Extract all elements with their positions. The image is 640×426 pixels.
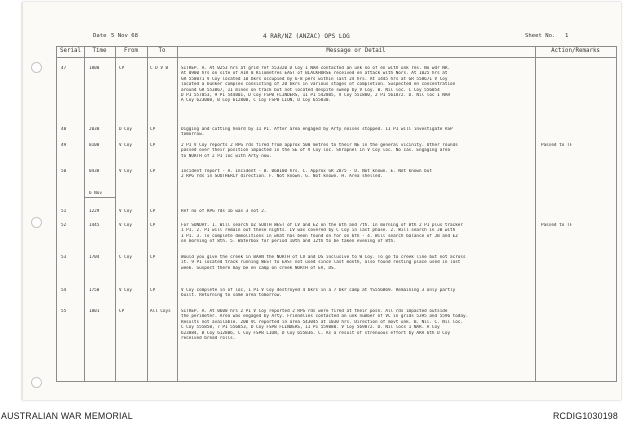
row-message-line: built. Returning to same area tomorrow. [181, 293, 282, 299]
row-from: CP [119, 66, 125, 71]
binder-hole [31, 217, 42, 228]
row-to: CP [150, 143, 156, 148]
row-from: D Coy [119, 127, 132, 132]
sheet-value: 1 [565, 33, 569, 39]
row-message-line: Digging and cutting heard by 11 P1. After area engaged by Arty noises stopped. 11 P1 will investigate ASP [181, 127, 453, 132]
row-from: V Coy [119, 169, 132, 174]
row-message-line: received bread rolls. [181, 336, 236, 341]
row-message-line: D P1 557053, 9 P1 544801, D Coy FSPB FLINDERS, 11 P1 542805, V Coy 551880, 2 P1 561872. D. Nil loc 1 NAR [181, 93, 451, 98]
row-time: 1750 [89, 288, 100, 293]
row-time: 1229 [89, 209, 100, 214]
row-serial: 53 [61, 255, 67, 260]
row-message-line: Incident report - A. Incident - B. 060100 hrs. C. Approx GR 2875 - D. Not known. E. Not known but [181, 169, 432, 174]
row-time: 1801 [89, 309, 100, 314]
row-serial: 49 [61, 143, 67, 148]
row-message-line: tomorrow. [181, 132, 205, 138]
row-time: 2030 [89, 127, 100, 132]
row-time: 0438 [89, 169, 100, 174]
row-message-line: 623884, B Coy 612806, C Coy FSPB LION, D Coy 655836. C. As a result of strenuous effort by ARA 6th D Coy [181, 330, 451, 336]
row-serial: 48 [61, 127, 67, 132]
row-message-line: For SUNDAY. 1. Will search OZ SOUTH WEST of LV and EZ on the 6th and 7th. In morning of 8th 2 P1 plus tracker [181, 223, 463, 228]
row-to: CP [150, 209, 156, 214]
col-header-to: To [158, 48, 166, 54]
row-from: V Coy [119, 209, 132, 214]
row-serial: 54 [61, 288, 67, 293]
col-header-serial: Serial [60, 48, 81, 54]
row-from: CP [119, 309, 125, 314]
row-serial: 52 [61, 223, 67, 228]
row-time: 6 Nov [89, 191, 102, 196]
row-time: 1800 [89, 66, 100, 71]
row-message-line: 1 P1. 2. P1 will remain out these nights. LV was covered by C Coy in last phase. 2. Will search in JB with [181, 228, 456, 234]
row-message-line: C Coy 555850, 7 P1 556853, D Coy FSPB FLINDERS, 11 P1 559880. V Coy 569872. D. Nil locs 1 NAR. A Coy [181, 325, 440, 331]
row-message-line: SITREP. A. At 0253 hrs at grid ref 553320 D Coy 1 NAR contacted an unk no of en with unk res. No wdr NR. [181, 66, 451, 71]
row-message-line: it. 9 P1 located track running WEST to EAST not used since last month, also found resting place used in last [181, 260, 461, 266]
row-serial: 50 [61, 169, 67, 174]
row-message-line: 2 RPG rds in SOUTHERLY direction. F. Not known. G. Not known. H. Area shelled. [181, 174, 383, 180]
row-message-line: 2 P1 V Coy reports 2 RPG rds fired from approx 500 metres to their NE in the general vicinity. Other rounds [181, 143, 458, 148]
row-message-line: A Coy 623080, B Coy 612800, C Coy FSPB LION, D Coy 655830. [181, 98, 332, 104]
binder-hole [31, 377, 42, 388]
row-to: CP [150, 288, 156, 293]
sheet-label: Sheet No. [525, 33, 556, 39]
binder-hole [31, 62, 42, 73]
row-serial: 55 [61, 309, 67, 314]
row-message-line: Results not available. 200 VC reported in area 543045 at 1030 hrs. Direction of movt unk. B. Nil. C. Nil loc. [181, 319, 463, 325]
row-to: CP [150, 255, 156, 260]
col-header-remarks: Action/Remarks [551, 48, 600, 54]
row-to: CP [150, 127, 156, 132]
row-time: 1704 [89, 255, 100, 260]
row-message-line: Would you give the creek in BAAN the NORTH of LV and DS inclusive to W Coy. To go to creek line but not across [181, 255, 466, 260]
row-to: CP [150, 169, 156, 174]
row-remarks: Passed to TF [541, 223, 573, 228]
row-to: C D V B [150, 66, 169, 71]
row-from: C Coy [119, 255, 132, 260]
row-from: V Coy [119, 288, 132, 293]
row-from: V Coy [119, 143, 132, 148]
row-serial: 51 [61, 209, 67, 214]
row-message-line: located a bunker complex consisting of 20 bkrs in various stages of completion. Suspected en concentration [181, 82, 456, 88]
row-time: 0100 [89, 143, 100, 148]
row-to: CP [150, 223, 156, 228]
row-to: All Coys [150, 309, 171, 314]
row-message-line: 1 P1. 3. To complete demolitions in what has been found on for on 6th - 4. Will search balance of JB and EZ [181, 233, 458, 239]
row-message-line: V Coy complete in of loc, 1 P1 V Coy destroyed 4 bkrs in a 7 bkr camp at YS556869. Remaining 3 only partly [181, 288, 456, 293]
log-sheet [1, 2, 621, 421]
row-message-line: on morning of 8th. 5. Waterbox for period 10th and 12th to be taken evening of 8th. [181, 239, 396, 245]
col-header-time: Time [92, 48, 107, 54]
footer-right: RCDIG1030198 [553, 411, 618, 421]
row-from: V Coy [119, 223, 132, 228]
date-value: 5 Nov 68 [111, 33, 138, 39]
log-title: 4 RAR/NZ (ANZAC) OPS LOG [263, 33, 350, 40]
row-message-line: passed over their position impacted in the SE of V Coy loc. Shrapnel in V Coy loc. No cas. Engaging area [181, 148, 451, 154]
row-message-line: around GR 553867, 11 mines on track but not located despite sweep by V Coy. B. Nil loc. C Coy 556054 [181, 87, 440, 93]
row-serial: 47 [61, 66, 67, 71]
row-message-line: to NORTH of 2 P1 loc with Arty now. [181, 153, 272, 159]
date-label: Date [93, 33, 107, 39]
col-header-message: Message or Detail [326, 48, 386, 54]
row-message-line: the perimeter. Area was engaged by Arty. Friendlies contacted an unk number of VC in grids 5395 and 5596 today. [181, 314, 469, 320]
row-message-line: GR 558071 V Coy located 10 bkrs occupied by 6-8 pers within last 24 hrs. At 1445 hrs at GR 558671 V Coy [181, 76, 448, 82]
row-message-line: SITREP. A. At 0600 hrs 2 P1 V Coy reported 2 RPG rds were fired at their posn. All rds impacted outside [181, 309, 448, 314]
row-message-line: Ref no of RPG rds 16 was 3 not 2. [181, 209, 267, 214]
row-message-line: week. Suspect there may be en camp on creek NORTH of EV, DS. [181, 265, 337, 271]
row-time: 1445 [89, 223, 100, 228]
row-remarks: Passed to TF [541, 143, 573, 148]
row-message-line: At 0900 hrs on site of AIR 8 Kilometres EAST of BLACKHORSE received en attack with Nors. At 1025 hrs at [181, 71, 448, 77]
footer-left: AUSTRALIAN WAR MEMORIAL [1, 411, 133, 421]
col-header-from: From [124, 48, 138, 54]
log-table [56, 46, 617, 382]
